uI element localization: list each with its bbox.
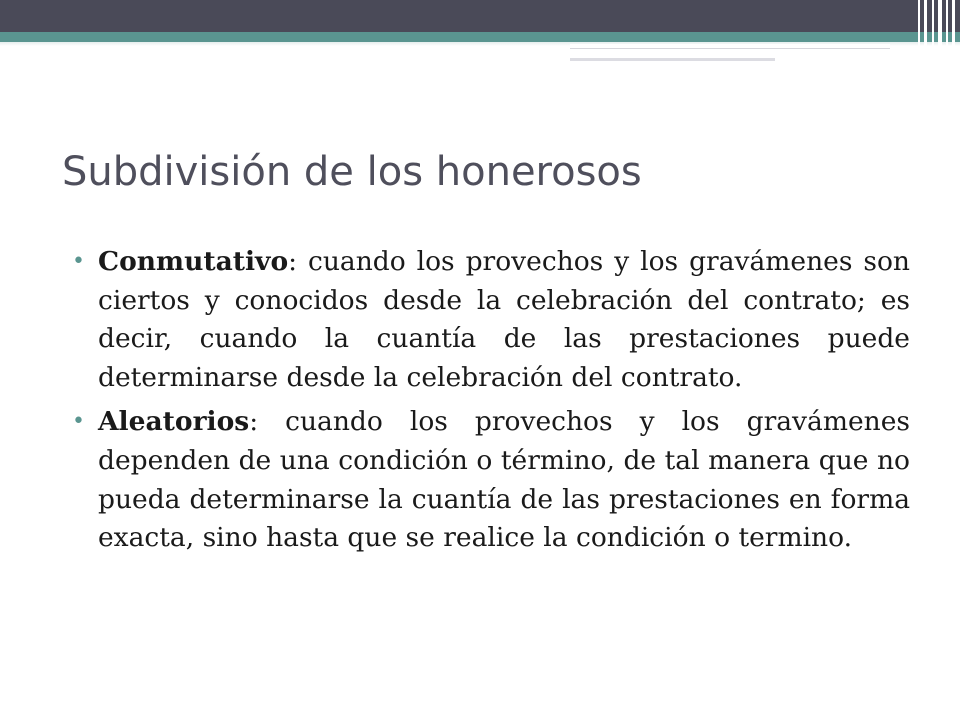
bullet-icon: • xyxy=(72,249,85,274)
corner-decoration xyxy=(916,0,960,64)
header-band xyxy=(0,0,960,32)
bullet-term: Conmutativo xyxy=(98,246,289,277)
bullet-item-aleatorios xyxy=(72,403,910,557)
bullet-icon: • xyxy=(72,409,85,435)
slide-title: Subdivisión de los honerosos xyxy=(62,149,642,195)
header-decorative-line xyxy=(570,58,775,61)
header-decorative-line xyxy=(570,44,890,49)
bullet-term: Aleatorios xyxy=(98,406,250,438)
bullet-item-conmutativo xyxy=(72,243,910,397)
bullet-text: : cuando los provechos y los gravámenes dependen de una condición o término, de tal manera que no pueda determinarse la cuantía de las prestaciones en forma exacta, sino hasta que se realice la condición o termino. xyxy=(98,406,910,554)
header-accent-band xyxy=(0,32,960,42)
bullet-text: : cuando los provechos y los gravámenes son ciertos y conocidos desde la celebración del contrato; es decir, cuando la cuantía de las prestaciones puede determinarse desde la celebración del contrato. xyxy=(98,246,910,393)
bullet-list xyxy=(72,243,910,564)
